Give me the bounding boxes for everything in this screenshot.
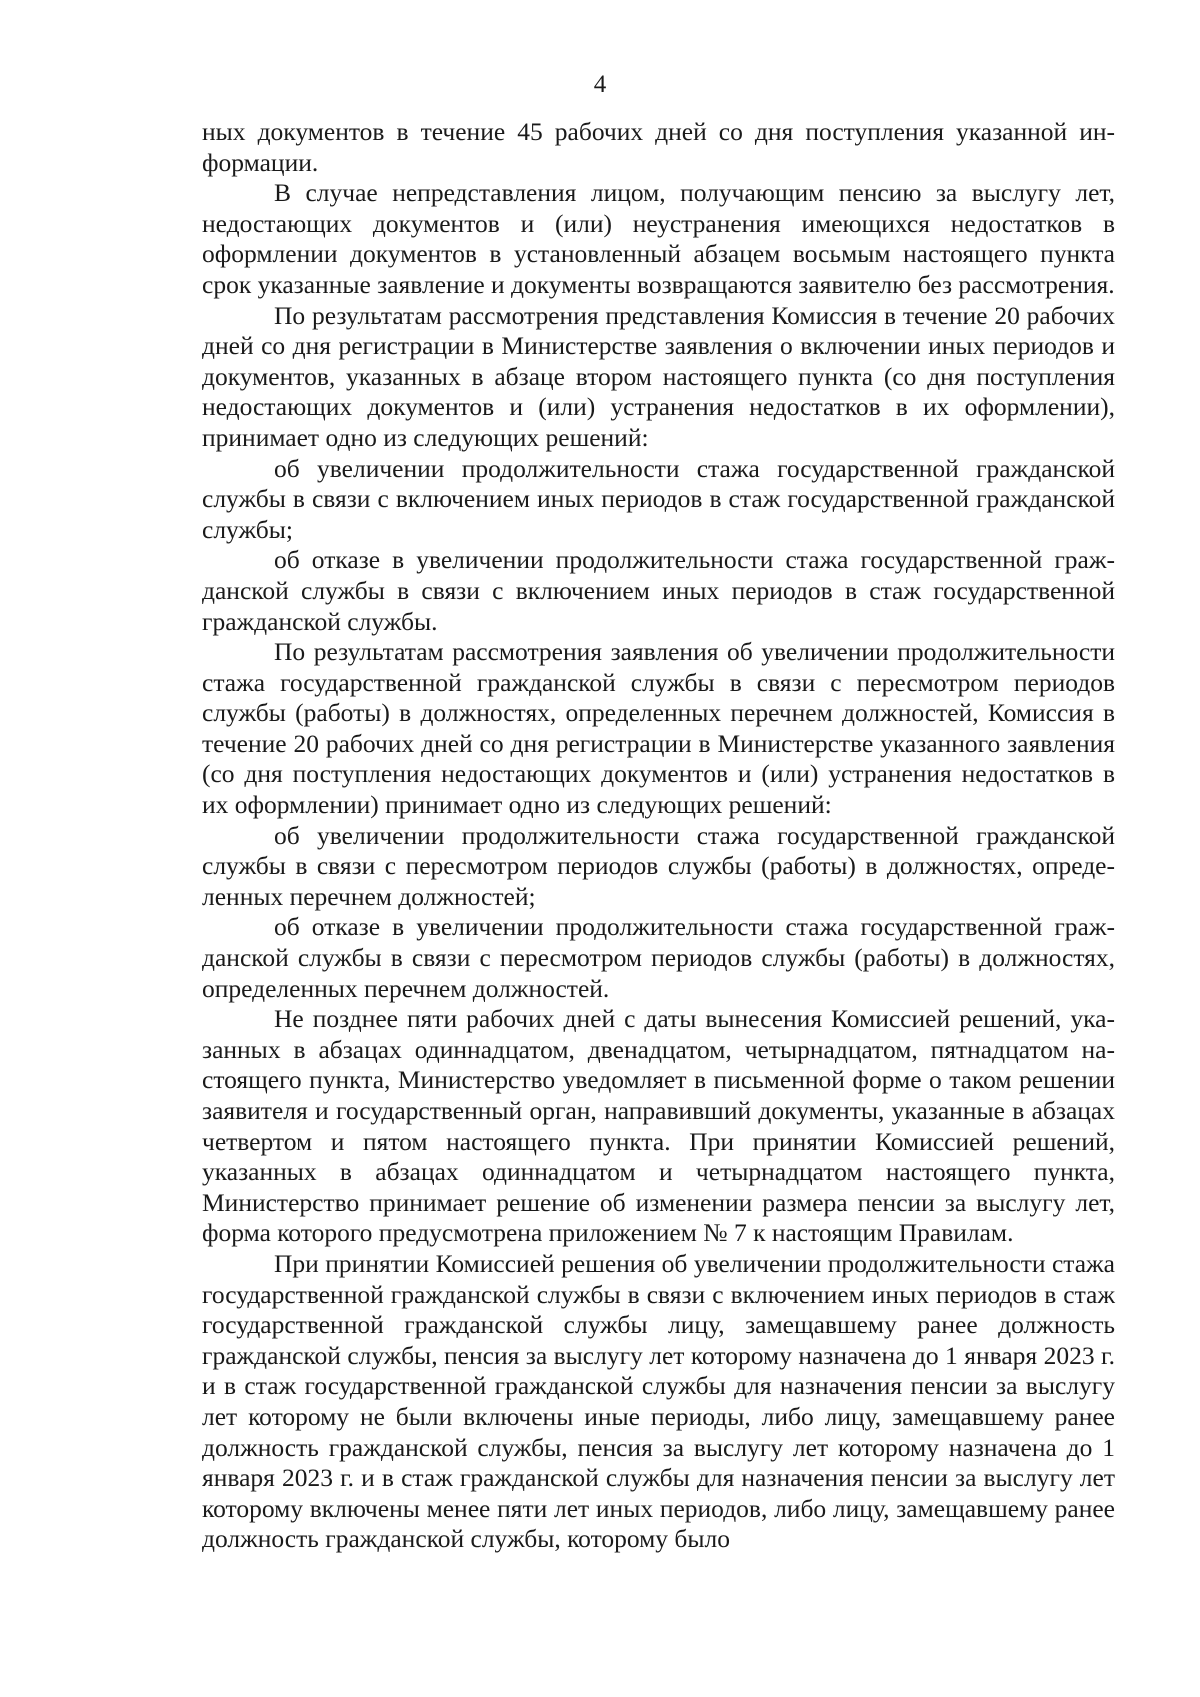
paragraph: об увеличении продолжительности стажа государственной гражданской службы в связи с включением иных периодов в стаж государственной гражданской службы;: [202, 453, 1115, 544]
paragraph: об отказе в увеличении продолжительности стажа государственной гражданской службы в связи с пересмотром периодов службы (работы) в должностях, определенных перечнем должностей.: [202, 912, 1115, 1003]
document-body: [202, 117, 1115, 1555]
paragraph: об увеличении продолжительности стажа государственной гражданской службы в связи с пересмотром периодов службы (работы) в должностях, определенных перечнем должностей;: [202, 820, 1115, 911]
paragraph: Не позднее пяти рабочих дней с даты вынесения Комиссией решений, указанных в абзацах одиннадцатом, двенадцатом, четырнадцатом, пятнадцатом настоящего пункта, Министерство уведомляет в письменной форме о таком решении заявителя и государственный орган, направивший документы, указанные в абзацах четвертом и пятом настоящего пункта. При принятии Комиссией решений, указанных в абзацах одиннадцатом и четырнадцатом настоящего пункта, Министерство принимает решение об изменении размера пенсии за выслугу лет, форма которого предусмотрена приложением № 7 к настоящим Правилам.: [202, 1004, 1115, 1248]
paragraph: По результатам рассмотрения представления Комиссия в течение 20 рабочих дней со дня регистрации в Министерстве заявления о включении иных периодов и документов, указанных в абзаце втором настоящего пункта (со дня поступления недостающих документов и (или) устранения недостатков в их оформлении), принимает одно из следующих решений:: [202, 300, 1115, 452]
page-number: 4: [593, 71, 607, 98]
paragraph: При принятии Комиссией решения об увеличении продолжительности стажа государственной гражданской службы в связи с включением иных периодов в стаж государственной гражданской службы лицу, замещавшему ранее должность гражданской службы, пенсия за выслугу лет которому назначена до 1 января 2023 г. и в стаж государственной гражданской службы для назначения пенсии за выслугу лет которому не были включены иные периоды, либо лицу, замещавшему ранее должность гражданской службы, пенсия за выслугу лет которому назначена до 1 января 2023 г. и в стаж гражданской службы для назначения пенсии за выслугу лет которому включены менее пяти лет иных периодов, либо лицу, замещавшему ранее должность гражданской службы, которому было: [202, 1248, 1115, 1554]
paragraph: В случае непредставления лицом, получающим пенсию за выслугу лет, недостающих документов и (или) неустранения имеющихся недостатков в оформлении документов в установленный абзацем восьмым настоящего пункта срок указанные заявление и документы возвращаются заявителю без рассмотрения.: [202, 178, 1115, 299]
paragraph-continuation: ных документов в течение 45 рабочих дней со дня поступления указанной информации.: [202, 117, 1115, 177]
paragraph: об отказе в увеличении продолжительности стажа государственной гражданской службы в связи с включением иных периодов в стаж государственной гражданской службы.: [202, 545, 1115, 636]
paragraph: По результатам рассмотрения заявления об увеличении продолжительности стажа государственной гражданской службы в связи с пересмотром периодов службы (работы) в должностях, определенных перечнем должностей, Комиссия в течение 20 рабочих дней со дня регистрации в Министерстве указанного заявления (со дня поступления недостающих документов и (или) устранения недостатков в их оформлении) принимает одно из следующих решений:: [202, 637, 1115, 820]
